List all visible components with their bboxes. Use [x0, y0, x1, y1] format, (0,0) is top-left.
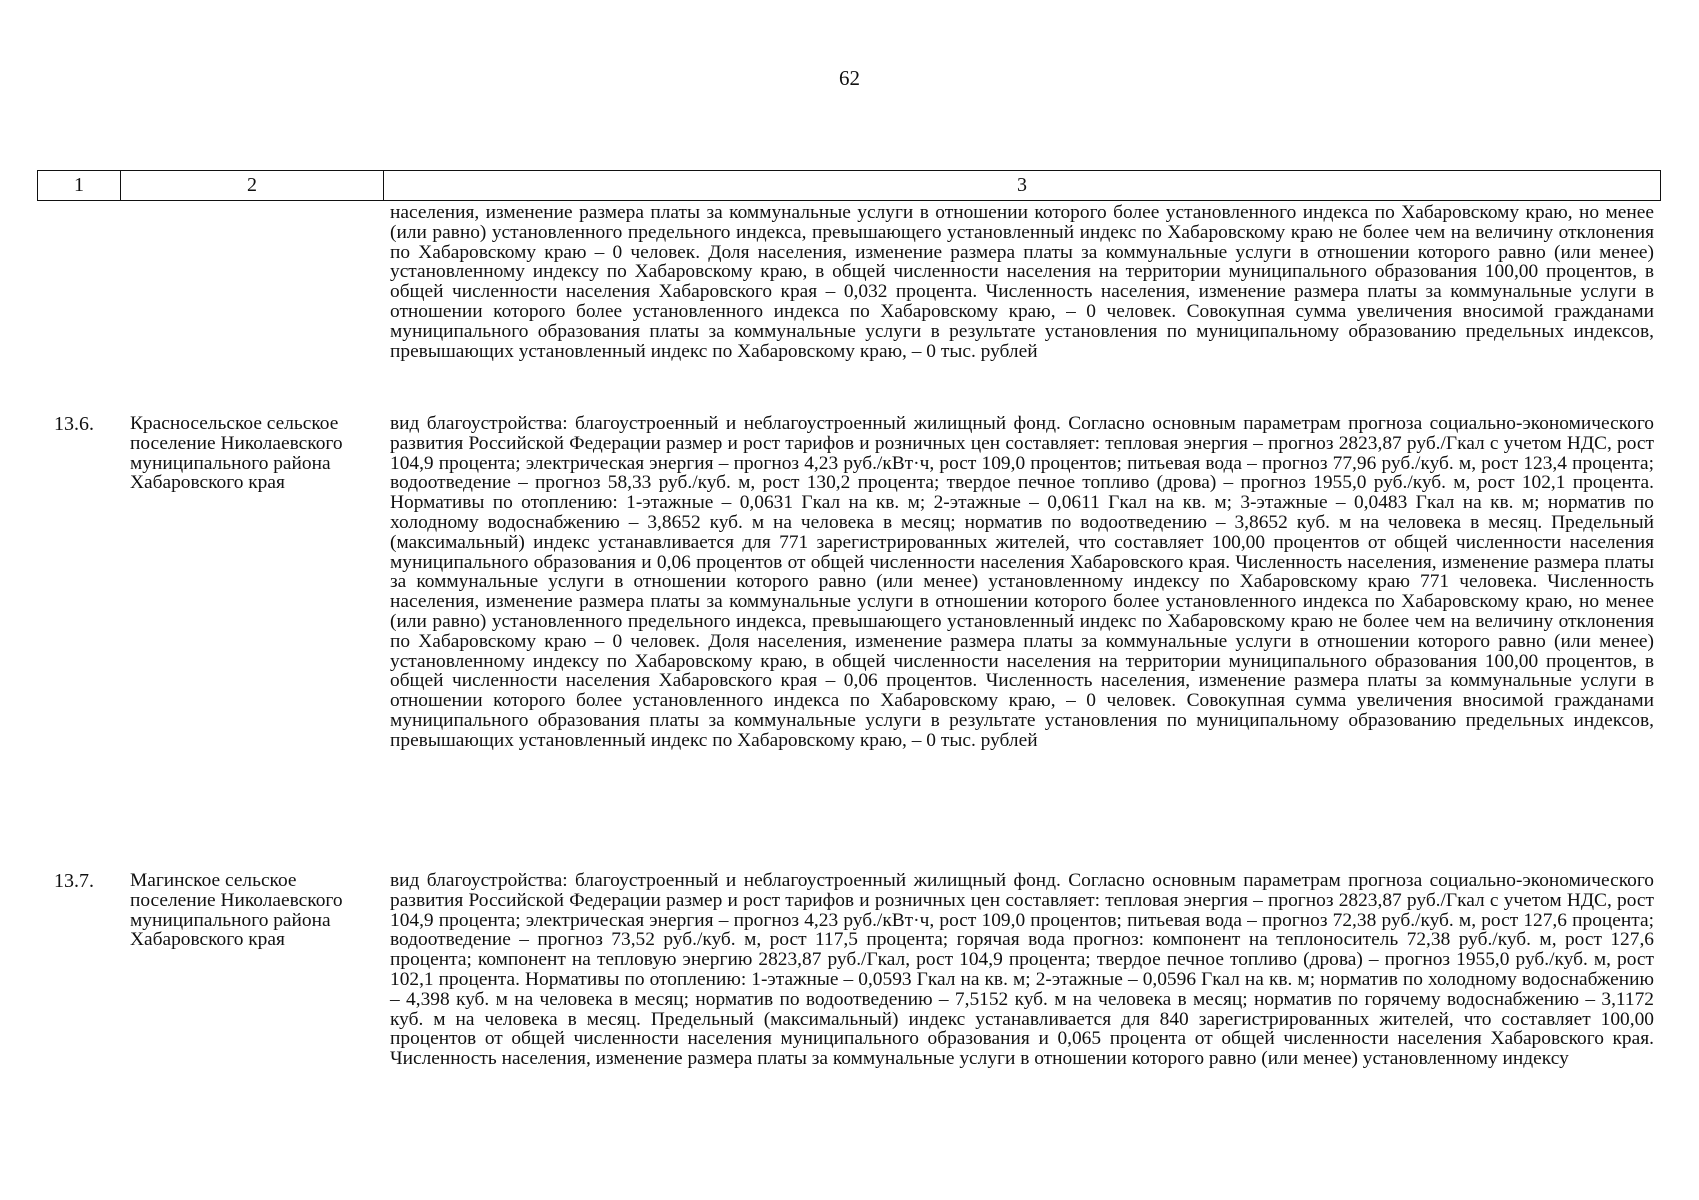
header-col-3: 3	[1017, 174, 1027, 196]
row-number: 13.6.	[54, 413, 94, 435]
page-number: 62	[839, 66, 860, 90]
table-header	[37, 170, 1661, 201]
row-description: вид благоустройства: благоустроенный и неблагоустроенный жилищный фонд. Согласно основным параметрам прогноза социально-экономического развития Российской Федерации размер и рост тарифов и розничных цен составляет: тепловая энергия – прогноз 2823,87 руб./Гкал с учетом НДС, рост 104,9 процента; электрическая энергия – прогноз 4,23 руб./кВт·ч, рост 109,0 процентов; питьевая вода – прогноз 77,96 руб./куб. м, рост 123,4 процента; водоотведение – прогноз 58,33 руб./куб. м, рост 130,2 процента; твердое печное топливо (дрова) – прогноз 1955,0 руб./куб. м, рост 102,1 процента. Нормативы по отоплению: 1-этажные – 0,0631 Гкал на кв. м; 2-этажные – 0,0611 Гкал на кв. м; 3-этажные – 0,0483 Гкал на кв. м; норматив по холодному водоснабжению – 3,8652 куб. м на человека в месяц; норматив по водоотведению – 3,8652 куб. м на человека в месяц. Предельный (максимальный) индекс устанавливается для 771 зарегистрированных жителей, что составляет 100,00 процентов от общей численности населения муниципального образования и 0,06 процентов от общей численности населения Хабаровского края. Численность населения, изменение размера платы за коммунальные услуги в отношении которого равно (или менее) установленному индексу по Хабаровскому краю 771 человека. Численность населения, изменение размера платы за коммунальные услуги в отношении которого более установленного индекса по Хабаровскому краю, но менее (или равно) установленного предельного индекса, превышающего установленный индекс по Хабаровскому краю не более чем на величину отклонения по Хабаровскому краю – 0 человек. Доля населения, изменение размера платы за коммунальные услуги в отношении которого равно (или менее) установленному индексу по Хабаровскому краю, в общей численности населения на территории муниципального образования 100,00 процентов, в общей численности населения Хабаровского края – 0,06 процентов. Численность населения, изменение размера платы за коммунальные услуги в отношении которого более установленного индекса по Хабаровскому краю, – 0 человек. Совокупная сумма увеличения вносимой гражданами муниципального образования платы за коммунальные услуги в результате установления по муниципальному образованию предельных индексов, превышающих установленный индекс по Хабаровскому краю, – 0 тыс. рублей	[390, 413, 1654, 751]
continuation-text: населения, изменение размера платы за коммунальные услуги в отношении которого более установленного индекса по Хабаровскому краю, но менее (или равно) установленного предельного индекса, превышающего установленный индекс по Хабаровскому краю не более чем на величину отклонения по Хабаровскому краю – 0 человек. Доля населения, изменение размера платы за коммунальные услуги в отношении которого равно (или менее) установленному индексу по Хабаровскому краю, в общей численности населения на территории муниципального образования 100,00 процентов, в общей численности населения Хабаровского края – 0,032 процента. Численность населения, изменение размера платы за коммунальные услуги в отношении которого более установленного индекса по Хабаровскому краю, – 0 человек. Совокупная сумма увеличения вносимой гражданами муниципального образования платы за коммунальные услуги в результате установления по муниципальному образованию предельных индексов, превышающих установленный индекс по Хабаровскому краю, – 0 тыс. рублей	[390, 202, 1654, 362]
header-col-1: 1	[38, 171, 121, 200]
municipality-name: Магинское сельское поселение Николаевского муниципального района Хабаровского края	[130, 870, 343, 951]
row-number: 13.7.	[54, 870, 94, 892]
header-col-2: 2	[121, 171, 384, 200]
row-description: вид благоустройства: благоустроенный и неблагоустроенный жилищный фонд. Согласно основным параметрам прогноза социально-экономического развития Российской Федерации размер и рост тарифов и розничных цен составляет: тепловая энергия – прогноз 2823,87 руб./Гкал с учетом НДС, рост 104,9 процента; электрическая энергия – прогноз 4,23 руб./кВт·ч, рост 109,0 процентов; питьевая вода – прогноз 72,38 руб./куб. м, рост 127,6 процента; водоотведение – прогноз 73,52 руб./куб. м, рост 117,5 процента; горячая вода прогноз: компонент на теплоноситель 72,38 руб./куб. м, рост 127,6 процента; компонент на тепловую энергию 2823,87 руб./Гкал, рост 104,9 процента; твердое печное топливо (дрова) – прогноз 1955,0 руб./куб. м, рост 102,1 процента. Нормативы по отоплению: 1-этажные – 0,0593 Гкал на кв. м; 2-этажные – 0,0596 Гкал на кв. м; норматив по холодному водоснабжению – 4,398 куб. м на человека в месяц; норматив по водоотведению – 7,5152 куб. м на человека в месяц; норматив по горячему водоснабжению – 3,1172 куб. м на человека в месяц. Предельный (максимальный) индекс устанавливается для 840 зарегистрированных жителей, что составляет 100,00 процентов от общей численности населения муниципального образования и 0,065 процента от общей численности населения Хабаровского края. Численность населения, изменение размера платы за коммунальные услуги в отношении которого равно (или менее) установленному индексу	[390, 870, 1654, 1070]
municipality-name: Красносельское сельское поселение Николаевского муниципального района Хабаровского края	[130, 413, 343, 494]
